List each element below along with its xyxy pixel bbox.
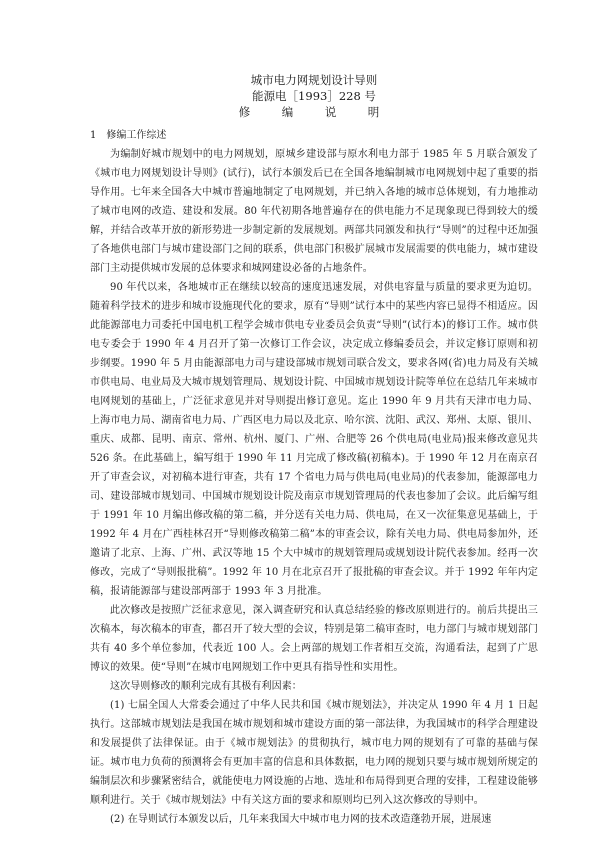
document-number: 能源电［1993］228 号	[252, 89, 376, 103]
paragraph: (2) 在导则试行本颁发以后，几年来我国大中城市电力网的技术改造蓬勃开展，进展速	[110, 814, 492, 825]
paragraph: 这次导则修改的顺利完成有其极有利因素：	[110, 681, 302, 692]
section-heading: 1 修编工作综述	[90, 130, 167, 141]
paragraph: 为编制好城市规划中的电力网规划，原城乡建设部与原水利电力部于 1985 年 5 月联合颁发了《城市电力网规划设计导则》(试行)，试行本颁发后已在全国各地编制城市电网规划中起了重要的指导作用。七年来全国各大中城市普遍地制定了电网规划，并已纳入各地的城市总体规划，有力地推动了城市电网的改造、建设和发展。80 年代初期各地普遍存在的供电能力不足现象现已得到较大的缓解，并结合改革开放的新形势进一步制定新的发展规划。两部共同颁发和执行“导则”的过程中还加强了各地供电部门与城市建设部门之间的联系，供电部门积极扩展城市发展需要的供电能力，城市建设部门主动提供城市发展的总体要求和城网建设必备的占地条件。	[90, 149, 538, 274]
paragraph: 90 年代以来，各地城市正在继续以较高的速度迅速发展，对供电容量与质量的要求更为迫切。随着科学技术的进步和城市设施现代化的要求，原有“导则”试行本中的某些内容已显得不相适应。因此能源部电力司委托中国电机工程学会城市供电专业委员会负责“导则”(试行本)的修订工作。城市供电专委会于 1990 年 4 月召开了第一次修订工作会议，决定成立修编委员会，并议定修订原则和初步纲要。1990 年 5 月由能源部电力司与建设部城市规划司联合发文，要求各网(省)电力局及有关城市供电局、电业局及大城市规划管理局、规划设计院、中国城市规划设计院等单位在总结几年来城市电网规划的基础上，广泛征求意见并对导则提出修订意见。迄止 1990 年 9 月共有天津市电力局、上海市电力局、湖南省电力局、广西区电力局以及北京、哈尔滨、沈阳、武汉、郑州、太原、银川、重庆、成都、昆明、南京、常州、杭州、厦门、广州、合肥等 26 个供电局(电业局)报来修改意见共 526 条。在此基础上，编写组于 1990 年 11 月完成了修改稿(初稿本)。于 1990 年 12 月在南京召开了审查会议，对初稿本进行审查，共有 17 个省电力局与供电局(电业局)的代表参加，能源部电力司、建设部城市规划司、中国城市规划设计院及南京市规划管理局的代表也参加了会议。此后编写组于 1991 年 10 月编出修改稿的第二稿，并分送有关电力局、供电局，在又一次征集意见基础上，于 1992 年 4 月在广西桂林召开“导则修改稿第二稿”本的审查会议，除有关电力局、供电局参加外，还邀请了北京、上海、广州、武汉等地 15 个大中城市的规划管理局或规划设计院代表参加。经再一次修改，完成了“导则报批稿”。1992 年 10 月在北京召开了报批稿的审查会议。并于 1992 年年内定稿，报请能源部与建设部两部于 1993 年 3 月批准。	[90, 282, 538, 597]
document-header	[90, 72, 538, 120]
paragraph: 此次修改是按照广泛征求意见，深入调查研究和认真总结经验的修改原则进行的。前后共提出三次稿本，每次稿本的审查，都召开了较大型的会议，特别是第二稿审查时，电力部门与城市规划部门共有 40 多个单位参加，代表近 100 人。会上两部的规划工作者相互交流，沟通看法，起到了广思博议的效果。使“导则”在城市电网规划工作中更具有指导性和实用性。	[90, 605, 538, 673]
document-subtitle: 修 编 说 明	[238, 105, 390, 119]
paragraph: (1) 七届全国人大常委会通过了中华人民共和国《城市规划法》，并决定从 1990 年 4 月 1 日起执行。这部城市规划法是我国在城市规划和城市建设方面的第一部法律，为我国城市的科学合理建设和发展提供了法律保证。由于《城市规划法》的贯彻执行，城市电力网的规划有了可靠的基础与保证。城市电力负荷的预测将会有更加丰富的信息和具体数据，电力网的规划只要与城市规划所规定的编制层次和步骤紧密结合，就能使电力网设施的占地、选址和布局得到更合理的安排，工程建设能够顺利进行。关于《城市规划法》中有关这方面的要求和原则均已列入这次修改的导则中。	[90, 700, 538, 806]
document-title: 城市电力网规划设计导则	[250, 73, 378, 87]
